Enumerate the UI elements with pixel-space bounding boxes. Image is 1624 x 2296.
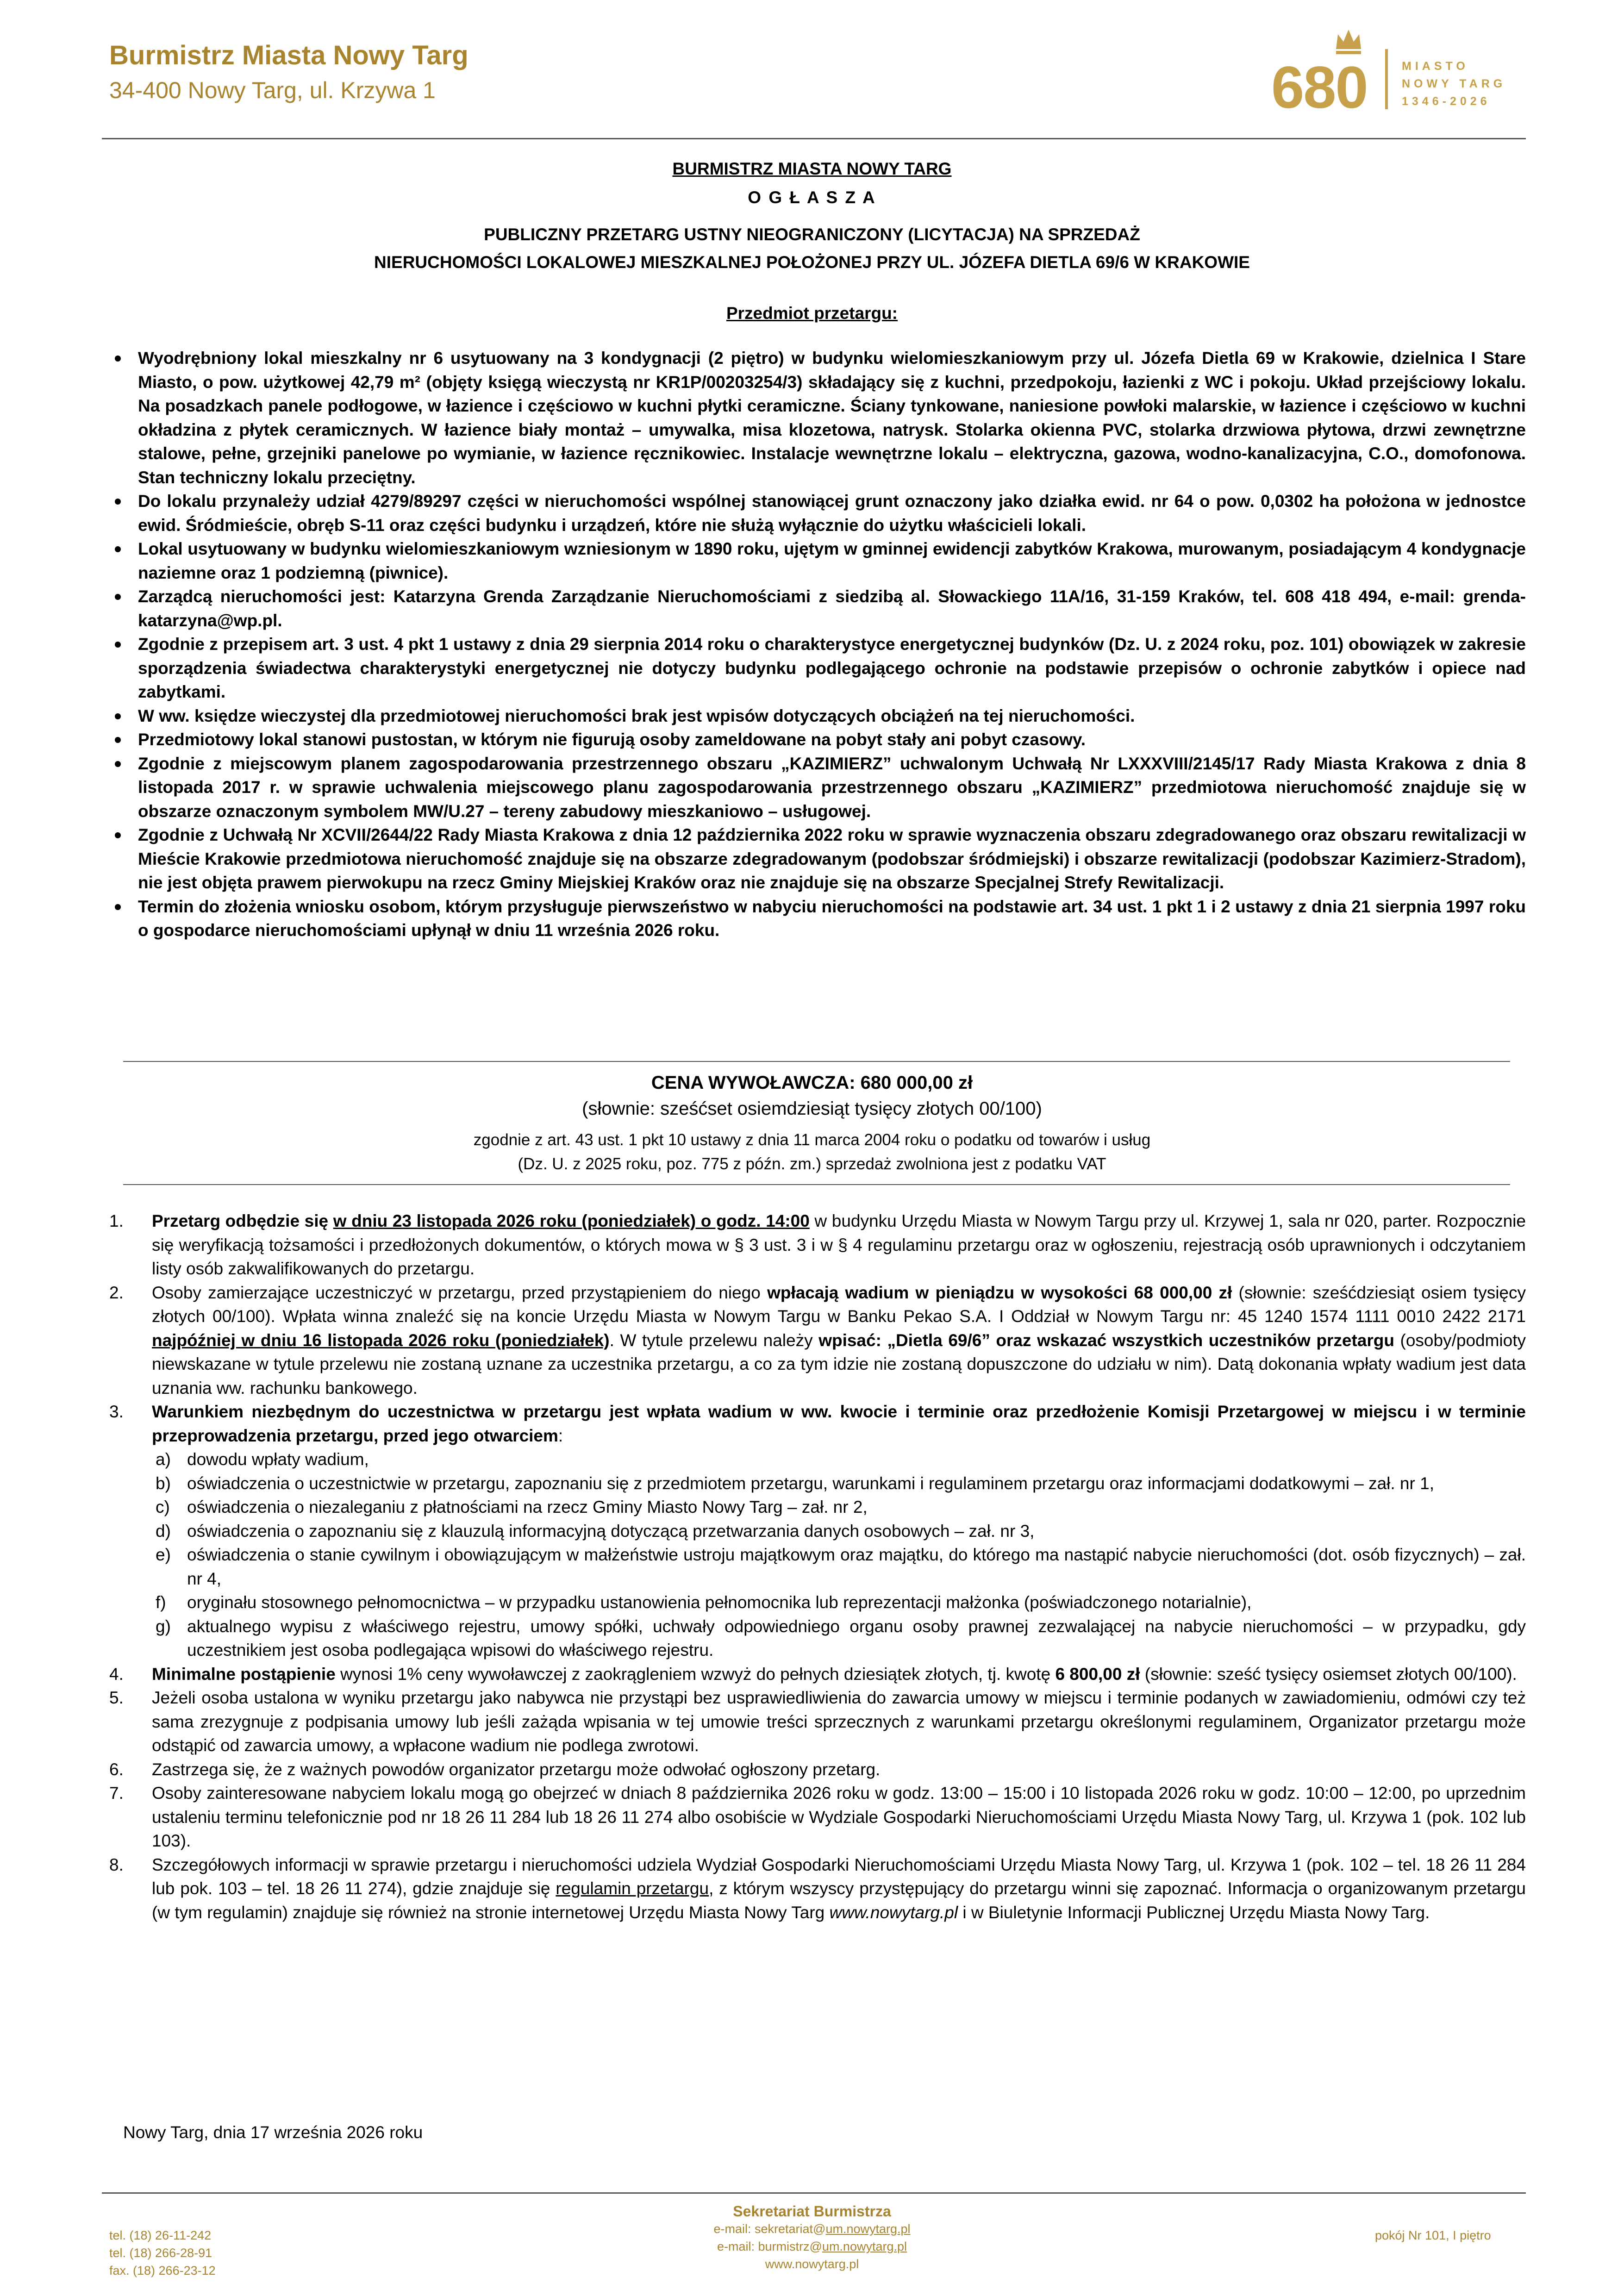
subject-list — [109, 346, 1526, 942]
list-item: 5. Jeżeli osoba ustalona w wyniku przetargu jako nabywca nie przystąpi bez usprawiedliwienia do zawarcia umowy w miejscu i terminie podanych w zawiadomieniu, odmówi czy też sama zrezygnuje z podpisania umowy lub jeśli zażąda wpisania w tej umowie treści sprzecznych z warunkami przetargu określonymi regulaminem, Organizator przetargu może odstąpić od zawarcia umowy, a wpłacone wadium nie podlega zwrotowi. — [109, 1688, 1526, 1755]
crown-icon — [1333, 26, 1364, 56]
website-link[interactable]: www.nowytarg.pl — [829, 1903, 958, 1922]
issue-date: Nowy Targ, dnia 17 września 2026 roku — [123, 2123, 423, 2142]
logo-text: MIASTO NOWY TARG 1346-2026 — [1402, 60, 1506, 108]
list-item: Zarządcą nieruchomości jest: Katarzyna Grenda Zarządzanie Nieruchomościami z siedzibą al. Słowackiego 11A/16, 31-159 Kraków, tel. 608 418 494, e-mail: grenda-katarzyna@wp.pl. — [109, 585, 1526, 632]
city-680-logo — [1271, 26, 1530, 121]
list-item: e) oświadczenia o stanie cywilnym i obowiązującym w małżeństwie ustroju majątkowym oraz majątku, do którego ma nastąpić nabycie nieruchomości (dot. osób fizycznych) – zał. nr 4, — [156, 1545, 1526, 1588]
footer-email-2[interactable]: e-mail: burmistrz@um.nowytarg.pl — [717, 2240, 907, 2253]
footer-divider — [102, 2192, 1526, 2194]
footer-title: Sekretariat Burmistrza — [733, 2203, 891, 2220]
phone-1: tel. (18) 26-11-242 — [109, 2228, 212, 2242]
footer-email-1[interactable]: e-mail: sekretariat@um.nowytarg.pl — [713, 2222, 911, 2236]
subject-heading: Przedmiot przetargu: — [726, 304, 898, 323]
logo-divider — [1385, 49, 1388, 109]
phone-2: tel. (18) 266-28-91 — [109, 2246, 212, 2260]
office-address: 34-400 Nowy Targ, ul. Krzywa 1 — [109, 77, 436, 103]
list-item: g) aktualnego wypisu z właściwego rejestru, umowy spółki, uchwały odpowiedniego organu osoby prawnej zezwalającej na nabycie nieruchomości – w przypadku, gdy uczestnikiem jest osoba podlegająca wpisowi do właściwego rejestru. — [156, 1616, 1526, 1660]
tender-title-line-1: PUBLICZNY PRZETARG USTNY NIEOGRANICZONY (LICYTACJA) NA SPRZEDAŻ — [484, 225, 1140, 244]
list-item: 8. Szczegółowych informacji w sprawie przetargu i nieruchomości udziela Wydział Gospodarki Nieruchomościami Urzędu Miasta Nowy Targ, ul. Krzywa 1 (pok. 102 – tel. 18 26 11 284 lub pok. 103 – tel. 18 26 11 274), gdzie znajduje się regulamin przetargu, z którym wszyscy przystępujący do przetargu winni się zapoznać. Informacja o organizowanym przetargu (w tym regulamin) znajduje się również na stronie internetowej Urzędu Miasta Nowy Targ www.nowytarg.pl i w Biuletynie Informacji Publicznej Urzędu Miasta Nowy Targ. — [109, 1855, 1526, 1922]
tender-title-line-2: NIERUCHOMOŚCI LOKALOWEJ MIESZKALNEJ POŁOŻONEJ PRZY UL. JÓZEFA DIETLA 69/6 W KRAKOWIE — [374, 253, 1250, 272]
required-documents-list — [152, 1447, 1526, 1662]
list-item: Do lokalu przynależy udział 4279/89297 części w nieruchomości wspólnej stanowiącej grunt oznaczony jako działka ewid. nr 64 o pow. 0,0302 ha położona w jednostce ewid. Śródmieście, obręb S-11 oraz części budynku i urządzeń, które nie służą wyłącznie do użytku właścicieli lokali. — [109, 489, 1526, 537]
list-item: b) oświadczenia o uczestnictwie w przetargu, zapoznaniu się z przedmiotem przetargu, warunkami i regulaminem przetargu oraz informacjami dodatkowymi – zał. nr 1, — [156, 1473, 1434, 1493]
list-item: 7. Osoby zainteresowane nabyciem lokalu mogą go obejrzeć w dniach 8 października 2026 roku w godz. 13:00 – 15:00 i 10 listopada 2026 roku w godz. 10:00 – 12:00, po uprzednim ustaleniu terminu telefonicznie pod nr 18 26 11 284 lub 18 26 11 274 albo osobiście w Wydziale Gospodarki Nieruchomościami Urzędu Miasta Nowy Targ, ul. Krzywa 1 (pok. 102 lub 103). — [109, 1784, 1526, 1850]
list-item: a) dowodu wpłaty wadium, — [156, 1450, 369, 1469]
footer-room: pokój Nr 101, I piętro — [1375, 2228, 1491, 2242]
vat-note-line-1: zgodnie z art. 43 ust. 1 pkt 10 ustawy z dnia 11 marca 2004 roku o podatku od towarów i usług — [473, 1131, 1151, 1149]
header-divider — [102, 138, 1526, 139]
price-top-divider — [123, 1061, 1510, 1062]
footer-website[interactable]: www.nowytarg.pl — [765, 2257, 859, 2271]
starting-price: CENA WYWOŁAWCZA: 680 000,00 zł — [651, 1073, 973, 1093]
list-item: 3. Warunkiem niezbędnym do uczestnictwa w przetargu jest wpłata wadium w ww. kwocie i terminie oraz przedłożenie Komisji Przetargowej w miejscu i w terminie przeprowadzenia przetargu, przed jego otwarciem: a) dowodu wpłaty wadium, b) oświadczenia o uczestnictwie w przetargu, zapoznaniu się z przedmiotem przetargu, warunkami i regulaminem przetargu oraz informacjami dodatkowymi – zał. nr 1, c) oświadczenia o niezaleganiu z płatnościami na rzecz Gminy Miasto Nowy Targ – zał. nr 2, d) oświadczenia o zapoznaniu się z klauzulą informacyjną dotyczącą przetwarzania danych osobowych – zał. nr 3, e) oświadczenia o stanie cywilnym i obowiązującym w małżeństwie ustroju majątkowym oraz majątku, do którego ma nastąpić nabycie nieruchomości (dot. osób fizycznych) – zał. nr 4, f) oryginału stosownego pełnomocnictwa – w przypadku ustanowienia pełnomocnika lub reprezentacji małżonka (poświadczonego notarialnie), g) aktualnego wypisu z właściwego rejestru, umowy spółki, uchwały odpowiedniego organu osoby prawnej zezwalającej na nabycie nieruchomości – w przypadku, gdy uczestnikiem jest osoba podlegająca wpisowi do właściwego rejestru. — [109, 1400, 1526, 1662]
list-item: f) oryginału stosownego pełnomocnictwa – w przypadku ustanowienia pełnomocnika lub reprezentacji małżonka (poświadczonego notarialnie), — [156, 1593, 1252, 1612]
list-item: 4. Minimalne postąpienie wynosi 1% ceny wywoławczej z zaokrągleniem wzwyż do pełnych dziesiątek złotych, tj. kwotę 6 800,00 zł (słownie: sześć tysięcy osiemset złotych 00/100). — [109, 1664, 1517, 1684]
list-item: Termin do złożenia wniosku osobom, którym przysługuje pierwszeństwo w nabyciu nieruchomości na podstawie art. 34 ust. 1 pkt 1 i 2 ustawy z dnia 21 sierpnia 1997 roku o gospodarce nieruchomościami upłynął w dniu 11 września 2026 roku. — [109, 895, 1526, 942]
list-item: 6. Zastrzega się, że z ważnych powodów organizator przetargu może odwołać ogłoszony przetarg. — [109, 1759, 881, 1779]
list-item: Przedmiotowy lokal stanowi pustostan, w którym nie figurują osoby zameldowane na pobyt stały ani pobyt czasowy. — [109, 728, 1526, 752]
list-item: Zgodnie z Uchwałą Nr XCVII/2644/22 Rady Miasta Krakowa z dnia 12 października 2022 roku w sprawie wyznaczenia obszaru zdegradowanego oraz obszaru rewitalizacji w Mieście Krakowie przedmiotowa nieruchomość znajduje się na obszarze zdegradowanym (podobszar śródmiejski) i obszarze rewitalizacji (podobszar Kazimierz-Stradom), nie jest objęta prawem pierwokupu na rzecz Gminy Miejskiej Kraków oraz nie znajduje się na obszarze Specjalnej Strefy Rewitalizacji. — [109, 823, 1526, 895]
footer-contact — [581, 2202, 1043, 2273]
list-item: 2. Osoby zamierzające uczestniczyć w przetargu, przed przystąpieniem do niego wpłacają wadium w pieniądzu w wysokości 68 000,00 zł (słownie: sześćdziesiąt osiem tysięcy złotych 00/100). Wpłata winna znaleźć się na koncie Urzędu Miasta w Nowym Targu w Banku Pekao S.A. I Oddział w Nowym Targu nr: 45 1240 1574 1111 0010 2422 2171 najpóźniej w dniu 16 listopada 2026 roku (poniedziałek). W tytule przelewu należy wpisać: „Dietla 69/6” oraz wskazać wszystkich uczestników przetargu (osoby/podmioty niewskazane w tytule przelewu nie zostaną uznane za uczestnika przetargu, a co za tym idzie nie zostaną dopuszczone do udziału w nim). Datą dokonania wpłaty wadium jest data uznania ww. rachunku bankowego. — [109, 1283, 1526, 1398]
price-bottom-divider — [123, 1184, 1510, 1185]
list-item: Zgodnie z miejscowym planem zagospodarowania przestrzennego obszaru „KAZIMIERZ” uchwalonym Uchwałą Nr LXXXVIII/2145/17 Rady Miasta Krakowa z dnia 8 listopada 2017 r. w sprawie uchwalenia miejscowego planu zagospodarowania przestrzennego obszaru „KAZIMIERZ” przedmiotowa nieruchomość znajduje się w obszarze oznaczonym symbolem MW/U.27 – tereny zabudowy mieszkaniowo – usługowej. — [109, 752, 1526, 824]
conditions-list — [109, 1209, 1526, 1924]
office-title: Burmistrz Miasta Nowy Targ — [109, 40, 468, 70]
regulations-link[interactable]: regulamin przetargu — [556, 1879, 709, 1898]
vat-note-line-2: (Dz. U. z 2025 roku, poz. 775 z późn. zm.) sprzedaż zwolniona jest z podatku VAT — [518, 1155, 1106, 1173]
footer-phones — [109, 2227, 216, 2279]
fax: fax. (18) 266-23-12 — [109, 2264, 216, 2277]
list-item: d) oświadczenia o zapoznaniu się z klauzulą informacyjną dotyczącą przetwarzania danych osobowych – zał. nr 3, — [156, 1521, 1035, 1541]
list-item: Wyodrębniony lokal mieszkalny nr 6 usytuowany na 3 kondygnacji (2 piętro) w budynku wielomieszkaniowym przy ul. Józefa Dietla 69 w Krakowie, dzielnica I Stare Miasto, o pow. użytkowej 42,79 m² (objęty księgą wieczystą nr KR1P/00203254/3) składający się z kuchni, przedpokoju, łazienki z WC i pokoju. Układ przejściowy lokalu. Na posadzkach panele podłogowe, w łazience i częściowo w kuchni płytki ceramiczne. Ściany tynkowane, naniesione powłoki malarskie, w łazience i częściowo w kuchni okładzina z płytek ceramicznych. W łazience biały montaż – umywalka, misa klozetowa, natrysk. Stolarka okienna PVC, stolarka drzwiowa płytowa, drzwi zewnętrzne stalowe, pełne, grzejniki panelowe po wymianie, w łazience ręcznikowiec. Instalacje wewnętrzne lokalu – elektryczna, gazowa, wodno-kanalizacyjna, C.O., domofonowa. Stan techniczny lokalu przeciętny. — [109, 346, 1526, 489]
list-item: 1. Przetarg odbędzie się w dniu 23 listopada 2026 roku (poniedziałek) o godz. 14:00 w budynku Urzędu Miasta w Nowym Targu przy ul. Krzywej 1, sala nr 020, parter. Rozpocznie się weryfikacją tożsamości i przedłożonych dokumentów, o których mowa w § 3 ust. 3 i w § 4 regulaminu przetargu oraz w ogłoszeniu, rejestracją osób uprawnionych i odczytaniem listy osób zakwalifikowanych do przetargu. — [109, 1211, 1526, 1278]
list-item: c) oświadczenia o niezaleganiu z płatnościami na rzecz Gminy Miasto Nowy Targ – zał. nr 2, — [156, 1497, 868, 1516]
list-item: Zgodnie z przepisem art. 3 ust. 4 pkt 1 ustawy z dnia 29 sierpnia 2014 roku o charakterystyce energetycznej budynków (Dz. U. z 2024 roku, poz. 101) obowiązek w zakresie sporządzenia świadectwa charakterystyki energetycznej nie dotyczy budynku podlegającego ochronie na podstawie przepisów o ochronie zabytków i opiece nad zabytkami. — [109, 632, 1526, 704]
list-item: Lokal usytuowany w budynku wielomieszkaniowym wzniesionym w 1890 roku, ujętym w gminnej ewidencji zabytków Krakowa, murowanym, posiadającym 4 kondygnacje naziemne oraz 1 podziemną (piwnice). — [109, 537, 1526, 585]
logo-number: 680 — [1271, 55, 1368, 121]
starting-price-words: (słownie: sześćset osiemdziesiąt tysięcy złotych 00/100) — [582, 1098, 1042, 1119]
authority-heading: BURMISTRZ MIASTA NOWY TARG — [672, 159, 952, 178]
list-item: W ww. księdze wieczystej dla przedmiotowej nieruchomości brak jest wpisów dotyczących obciążeń na tej nieruchomości. — [109, 704, 1526, 728]
announces-heading: O G Ł A S Z A — [748, 188, 876, 207]
